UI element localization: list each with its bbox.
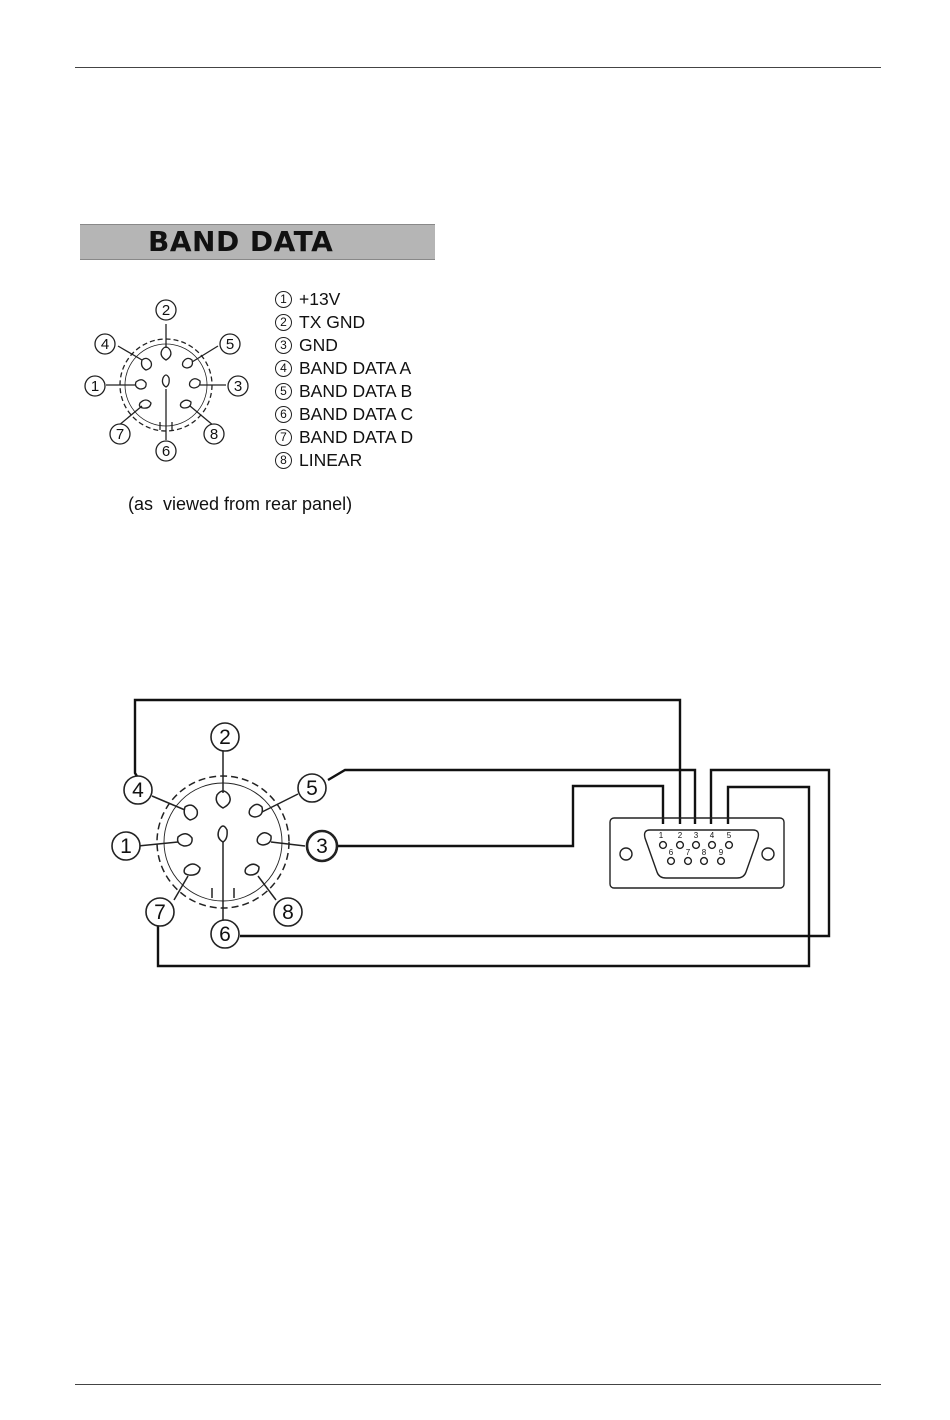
pin-row (275, 449, 413, 472)
wire-pin5 (328, 770, 695, 824)
pin-label: +13V (299, 289, 341, 309)
din-label-4: 4 (100, 336, 110, 353)
pin-label: TX GND (299, 312, 366, 332)
din-connector-diagram (80, 290, 260, 470)
db9-pin-1: 1 (658, 831, 664, 840)
pin-row (275, 380, 413, 403)
din-label-8: 8 (209, 426, 219, 443)
pin-number: 6 (275, 406, 292, 423)
db9-pin-2: 2 (677, 831, 683, 840)
band-data-header (80, 224, 435, 260)
db9-pin-9: 9 (718, 848, 724, 857)
wire-pin3 (338, 786, 663, 846)
pin-number: 2 (275, 314, 292, 331)
pin-number: 8 (275, 452, 292, 469)
wiring-din-label-4: 4 (132, 779, 144, 802)
db9-pin-8: 8 (701, 848, 707, 857)
din-label-1: 1 (90, 378, 100, 395)
band-data-figure (80, 222, 436, 530)
din-label-7: 7 (115, 426, 125, 443)
db9-pin-7: 7 (685, 848, 691, 857)
band-data-caption: (as viewed from rear panel) (128, 494, 353, 514)
din-label-3: 3 (233, 378, 243, 395)
band-data-title: BAND DATA (148, 225, 334, 258)
db9-pin-5: 5 (726, 831, 732, 840)
pin-label: BAND DATA C (299, 404, 414, 424)
pin-label: BAND DATA D (299, 427, 414, 447)
wiring-din-label-7: 7 (154, 901, 166, 924)
wiring-din-label-2: 2 (219, 726, 231, 749)
pin-assignment-list (275, 288, 413, 472)
pin-row (275, 334, 413, 357)
wiring-din-label-1: 1 (120, 835, 132, 858)
din-label-6: 6 (161, 443, 171, 460)
db9-pin-3: 3 (693, 831, 699, 840)
pin-row (275, 311, 413, 334)
pin-label: BAND DATA B (299, 381, 413, 401)
wiring-din-label-3: 3 (316, 835, 328, 858)
wiring-diagram (100, 690, 840, 980)
pin-number: 7 (275, 429, 292, 446)
pin-number: 1 (275, 291, 292, 308)
pin-number: 4 (275, 360, 292, 377)
pin-row (275, 403, 413, 426)
din-label-5: 5 (225, 336, 235, 353)
wiring-din-label-8: 8 (282, 901, 294, 924)
top-rule (75, 67, 881, 68)
db9-connector (610, 818, 784, 888)
pin-label: GND (299, 335, 338, 355)
pin-label: BAND DATA A (299, 358, 412, 378)
wiring-din-label-5: 5 (306, 777, 318, 800)
din-label-2: 2 (161, 302, 171, 319)
db9-pin-6: 6 (668, 848, 674, 857)
pin-label: LINEAR (299, 450, 363, 470)
pin-number: 3 (275, 337, 292, 354)
wiring-din-label-6: 6 (219, 923, 231, 946)
pin-row (275, 357, 413, 380)
bottom-rule (75, 1384, 881, 1385)
db9-pin-4: 4 (709, 831, 715, 840)
pin-row (275, 426, 413, 449)
pin-row (275, 288, 413, 311)
wire-pin4 (135, 700, 680, 824)
pin-number: 5 (275, 383, 292, 400)
